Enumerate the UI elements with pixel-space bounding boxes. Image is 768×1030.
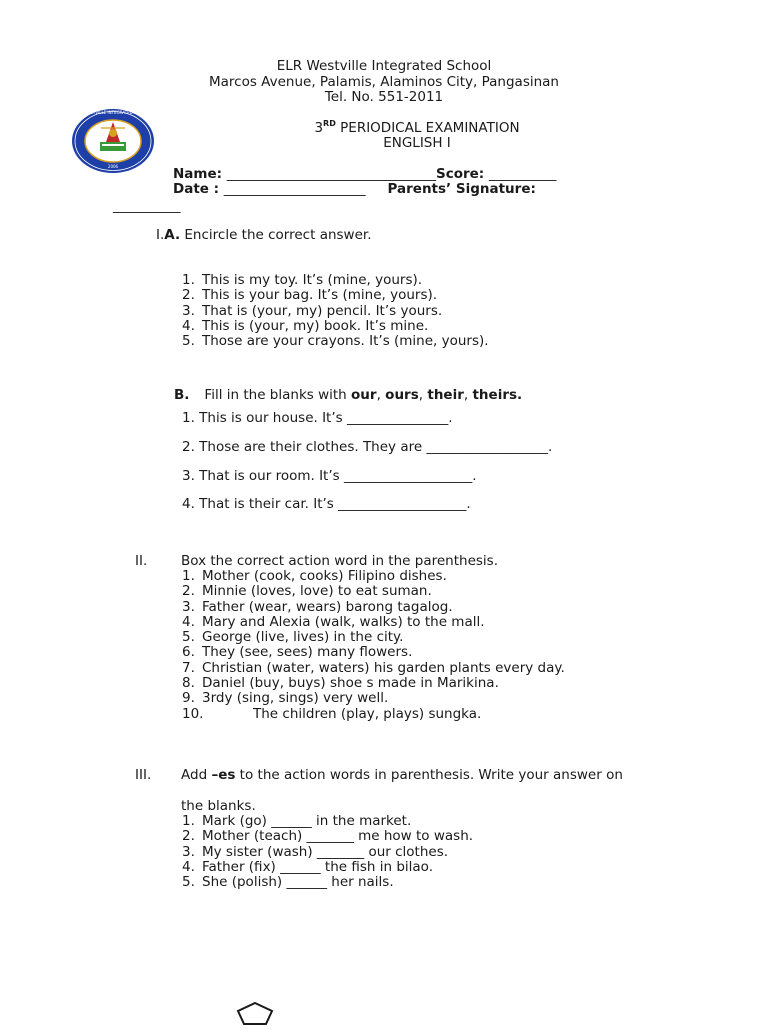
part1b-instruction: Fill in the blanks with bbox=[204, 387, 352, 403]
list-item: 2. This is your bag. It’s (mine, yours). bbox=[182, 287, 438, 304]
part1b-item-1: 1. This is our house. It’s _______________. bbox=[182, 410, 453, 426]
exam-ordinal-suffix: RD bbox=[323, 119, 336, 128]
list-item: 8. Daniel (buy, buys) shoe s made in Marikina. bbox=[182, 675, 499, 692]
part1b-item-4: 4. That is their car. It’s ___________________. bbox=[182, 496, 471, 512]
list-item: 3. That is (your, my) pencil. It’s yours. bbox=[182, 302, 443, 319]
school-address: Marcos Avenue, Palamis, Alaminos City, Pangasinan bbox=[209, 74, 559, 90]
list-item: 4. Mary and Alexia (walk, walks) to the mall. bbox=[182, 613, 485, 630]
part3-roman: III. bbox=[135, 767, 152, 783]
list-item: 7. Christian (water, waters) his garden plants every day. bbox=[182, 659, 565, 676]
part3-instruction-line2: the blanks. bbox=[181, 798, 256, 814]
exam-ordinal: 3 bbox=[314, 120, 324, 136]
part1a-list bbox=[182, 273, 489, 349]
school-tel: Tel. No. 551-2011 bbox=[324, 89, 444, 105]
score-label: Score: bbox=[435, 166, 489, 182]
part1b-heading: B. Fill in the blanks with our, ours, their, theirs. bbox=[174, 387, 523, 403]
part1-roman: I. bbox=[156, 227, 165, 243]
list-item: 3. Father (wear, wears) barong tagalog. bbox=[182, 598, 453, 615]
date-blank[interactable]: _____________________ bbox=[223, 181, 366, 197]
part1a-instruction: Encircle the correct answer. bbox=[180, 227, 372, 243]
part3-list bbox=[182, 814, 473, 890]
list-item: 1. Mark (go) ______ in the market. bbox=[182, 813, 412, 829]
list-item: 9. 3rdy (sing, sings) very well. bbox=[182, 690, 389, 707]
list-item: 4. This is (your, my) book. It’s mine. bbox=[182, 317, 429, 334]
list-item: 2. Mother (teach) _______ me how to wash. bbox=[182, 828, 474, 845]
list-item: 10. The children (play, plays) sungka. bbox=[182, 705, 482, 722]
logo-year: 2006 bbox=[107, 164, 119, 169]
exam-title bbox=[0, 120, 768, 136]
logo-ring-text: ELR WESTVILLE INTEGRATED SCHOOL bbox=[75, 110, 151, 115]
parents-signature-label: Parents’ Signature: bbox=[387, 181, 536, 197]
part1a-letter: A. bbox=[164, 227, 181, 243]
score-blank[interactable]: __________ bbox=[488, 166, 557, 182]
list-item: 1. Mother (cook, cooks) Filipino dishes. bbox=[182, 568, 447, 584]
name-blank[interactable]: _______________________________ bbox=[226, 166, 436, 182]
list-item: 3. My sister (wash) _______ our clothes. bbox=[182, 843, 449, 860]
name-field bbox=[173, 166, 556, 182]
list-item: 5. George (live, lives) in the city. bbox=[182, 629, 404, 646]
exam-subject: ENGLISH I bbox=[383, 135, 451, 151]
name-label: Name: bbox=[173, 166, 227, 182]
pentagon-icon bbox=[235, 1000, 275, 1024]
part3-instruction: Add –es to the action words in parenthesis. Write your answer on bbox=[181, 767, 623, 783]
date-label: Date : bbox=[173, 181, 224, 197]
list-item: 5. Those are your crayons. It’s (mine, yours). bbox=[182, 333, 489, 350]
part1a-heading bbox=[156, 227, 372, 243]
part2-roman: II. bbox=[135, 553, 148, 569]
school-name: ELR Westville Integrated School bbox=[276, 58, 492, 74]
list-item: 5. She (polish) ______ her nails. bbox=[182, 874, 394, 891]
exam-title-text: PERIODICAL EXAMINATION bbox=[335, 120, 520, 136]
part1b-item-2: 2. Those are their clothes. They are __________________. bbox=[182, 439, 553, 455]
date-field bbox=[173, 181, 536, 197]
parents-signature-blank[interactable]: __________ bbox=[113, 198, 181, 214]
part1b-letter: B. bbox=[174, 387, 190, 403]
part1b-item-3: 3. That is our room. It’s ___________________. bbox=[182, 468, 477, 484]
list-item: 4. Father (fix) ______ the fish in bilao. bbox=[182, 858, 433, 875]
part2-list bbox=[182, 569, 565, 722]
list-item: 2. Minnie (loves, love) to eat suman. bbox=[182, 583, 432, 600]
list-item: 1. This is my toy. It’s (mine, yours). bbox=[182, 272, 423, 288]
part2-instruction: Box the correct action word in the parenthesis. bbox=[181, 553, 498, 569]
list-item: 6. They (see, sees) many flowers. bbox=[182, 644, 413, 661]
